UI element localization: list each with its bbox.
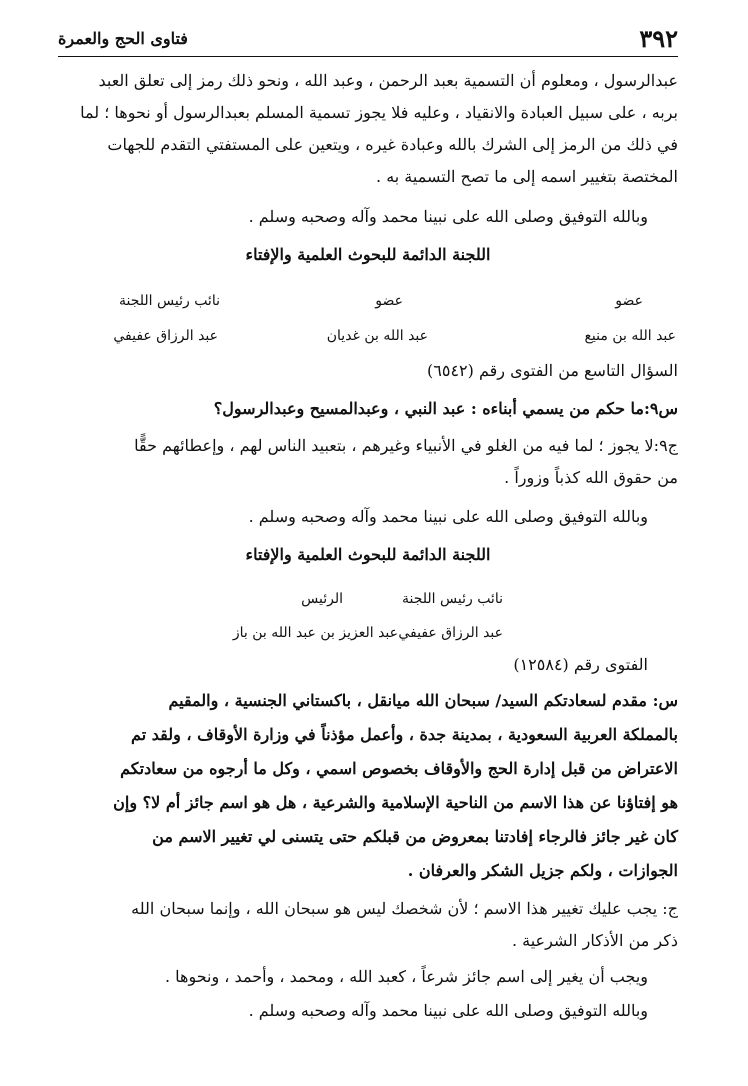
fatwa-reference: الفتوى رقم (١٢٥٨٤) [513,655,648,674]
question-line: هو إفتاؤنا عن هذا الاسم من الناحية الإسلامية والشرعية ، هل هو اسم جائز أم لا؟ وإن [113,793,678,812]
question-line: كان غير جائز فالرجاء إفادتنا بمعروض من قبلكم حتى يتسنى لي تغيير الاسم من [152,827,678,846]
signature-role: عضو [375,293,403,309]
running-title: فتاوى الحج والعمرة [58,28,188,48]
answer-line: من حقوق الله كذباً وزوراً . [504,468,678,487]
signature-name: عبد الرزاق عفيفي [113,328,218,344]
page-header [58,20,678,57]
answer-line: ويجب أن يغير إلى اسم جائز شرعاً ، كعبد الله ، ومحمد ، وأحمد ، ونحوها . [164,967,648,986]
question-line: بالمملكة العربية السعودية ، بمدينة جدة ، وأعمل مؤذناً في وزارة الأوقاف ، ولقد تم [131,725,678,744]
page-number: ٣٩٢ [639,23,678,53]
answer-line: ج: يجب عليك تغيير هذا الاسم ؛ لأن شخصك ليس هو سبحان الله ، وإنما سبحان الله [131,899,678,918]
signature-role: الرئيس [301,591,343,607]
signature-name: عبد الرزاق عفيفي [398,625,503,641]
question-line: الاعتراض من قبل إدارة الحج والأوقاف بخصوص اسمي ، وكل ما أرجوه من سعادتكم [120,759,678,778]
signature-name: عبد الله بن منيع [584,328,676,344]
closing-blessing: وبالله التوفيق وصلى الله على نبينا محمد وآله وصحبه وسلم . [248,207,648,226]
question-line: الجوازات ، ولكم جزيل الشكر والعرفان . [407,861,678,880]
paragraph-line: في ذلك من الرمز إلى الشرك بالله وعبادة غيره ، ويتعين على المستفتي التقدم للجهات [107,135,678,154]
committee-name: اللجنة الدائمة للبحوث العلمية والإفتاء [245,545,491,564]
paragraph-line: المختصة بتغيير اسمه إلى ما تصح التسمية به . [376,167,678,186]
closing-blessing: وبالله التوفيق وصلى الله على نبينا محمد وآله وصحبه وسلم . [248,507,648,526]
committee-name: اللجنة الدائمة للبحوث العلمية والإفتاء [245,245,491,264]
closing-blessing: وبالله التوفيق وصلى الله على نبينا محمد وآله وصحبه وسلم . [248,1001,648,1020]
answer-line: ذكر من الأذكار الشرعية . [511,931,678,950]
paragraph-line: عبدالرسول ، ومعلوم أن التسمية بعبد الرحمن ، وعبد الله ، ونحو ذلك رمز إلى تعلق العبد [98,71,678,90]
signature-role: عضو [615,293,643,309]
signature-role: نائب رئيس اللجنة [119,293,220,309]
question-reference: السؤال التاسع من الفتوى رقم (٦٥٤٢) [427,361,678,380]
signature-role: نائب رئيس اللجنة [402,591,503,607]
question-text: س٩:ما حكم من يسمي أبناءه : عبد النبي ، وعبدالمسيح وعبدالرسول؟ [213,399,678,418]
answer-line: ج٩:لا يجوز ؛ لما فيه من الغلو في الأنبياء وغيرهم ، بتعبيد الناس لهم ، وإعطائهم حقًّا [134,436,678,455]
signature-name: عبد العزيز بن عبد الله بن باز [232,625,398,641]
signature-name: عبد الله بن غديان [326,328,428,344]
paragraph-line: بربه ، على سبيل العبادة والانقياد ، وعليه فلا يجوز تسمية المسلم بعبدالرسول أو نحوها ؛ لما [80,103,678,122]
question-line: س: مقدم لسعادتكم السيد/ سبحان الله ميانقل ، باكستاني الجنسية ، والمقيم [168,691,678,710]
